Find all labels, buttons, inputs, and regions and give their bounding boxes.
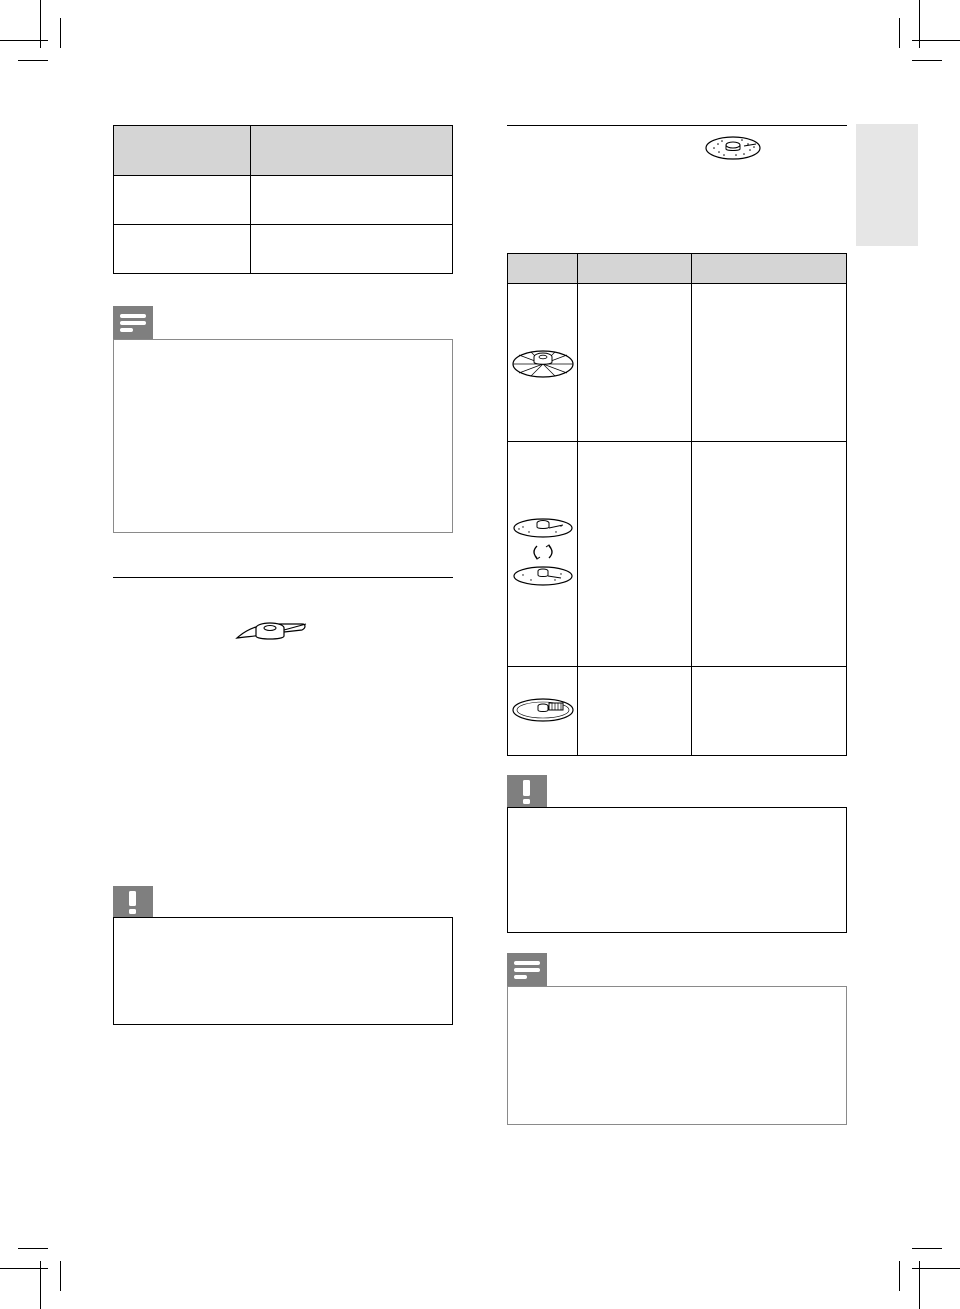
- table-row: [508, 284, 847, 442]
- table-row: [114, 225, 453, 274]
- left-table: [113, 125, 453, 274]
- table-cell: [578, 667, 692, 756]
- table-cell: [114, 176, 251, 225]
- section-divider: [507, 125, 847, 126]
- table-cell: [114, 225, 251, 274]
- caution-icon: [113, 886, 153, 918]
- table-cell: [692, 284, 847, 442]
- note-icon: [113, 306, 153, 340]
- discs-table: [507, 253, 847, 756]
- note-tab: [507, 953, 547, 987]
- section-divider: [113, 577, 453, 578]
- caution-box: [113, 917, 453, 1025]
- caution-icon: [507, 775, 547, 808]
- table-cell: [578, 442, 692, 667]
- caution-tab: [113, 886, 153, 918]
- caution-tab: [507, 775, 547, 808]
- table-cell: [692, 667, 847, 756]
- note-box: [113, 339, 453, 533]
- table-cell: [251, 176, 453, 225]
- note-box: [507, 986, 847, 1125]
- table-cell: [508, 667, 578, 756]
- slicing-disc-image: [511, 340, 575, 380]
- reversible-disc-image: [511, 512, 575, 592]
- caution-box: [507, 807, 847, 933]
- table-header: [692, 254, 847, 284]
- table-cell: [508, 284, 578, 442]
- table-header: [508, 254, 578, 284]
- language-side-tab: [856, 124, 918, 246]
- table-header: [578, 254, 692, 284]
- table-header: [114, 126, 251, 176]
- table-row: [114, 176, 453, 225]
- table-cell: [578, 284, 692, 442]
- table-row: [508, 667, 847, 756]
- note-icon: [507, 953, 547, 987]
- table-row: [508, 442, 847, 667]
- table-cell: [251, 225, 453, 274]
- table-cell: [508, 442, 578, 667]
- table-header: [251, 126, 453, 176]
- table-cell: [692, 442, 847, 667]
- chopping-blade-image: [234, 614, 310, 646]
- grating-disc-image: [704, 132, 762, 162]
- french-fries-disc-image: [511, 692, 575, 726]
- note-tab: [113, 306, 153, 340]
